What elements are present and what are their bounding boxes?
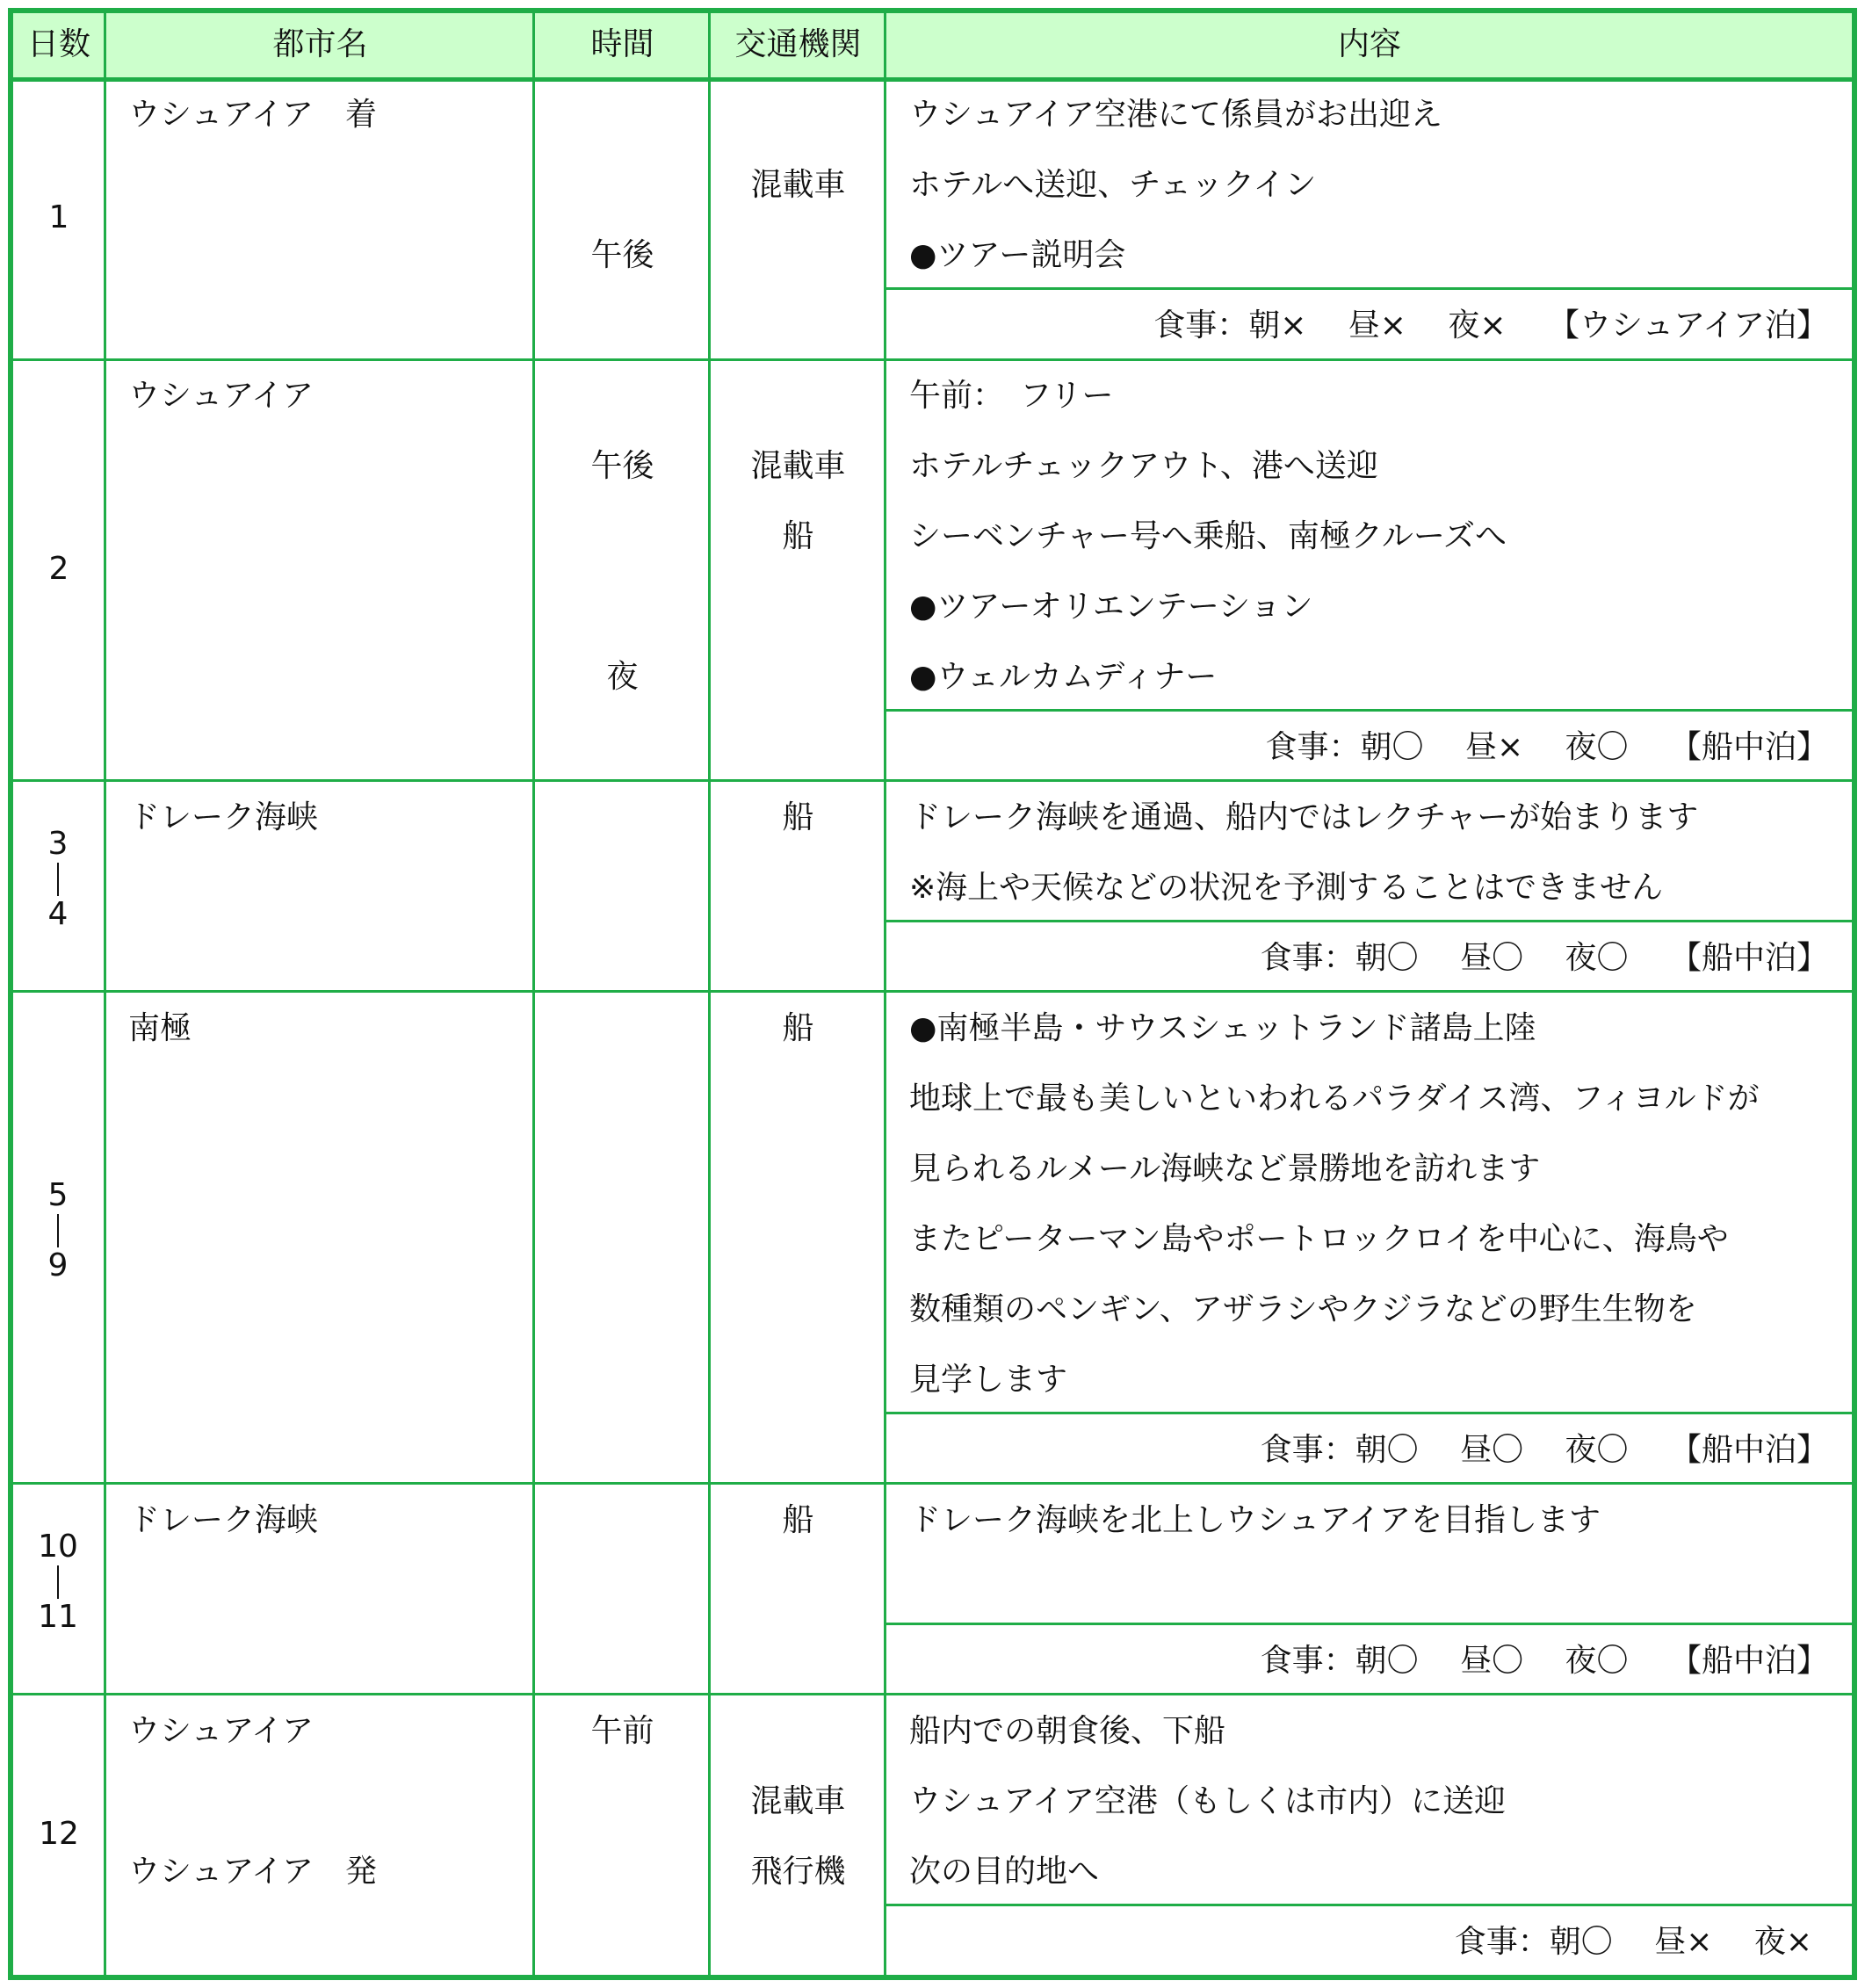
day-range-end: 11 (38, 1599, 78, 1635)
content-line: 次の目的地へ (909, 1854, 1100, 1890)
header-city: 都市名 (272, 26, 368, 62)
day-range-start: 3 (47, 826, 69, 862)
day-range-start: 5 (47, 1177, 69, 1213)
day-cell: 2 (48, 551, 69, 587)
content-line: ドレーク海峡を北上しウシュアイアを目指します (909, 1502, 1601, 1538)
day-range-start: 10 (38, 1529, 78, 1565)
content-line: 船内での朝食後、下船 (909, 1713, 1226, 1749)
content-line: ドレーク海峡を通過、船内ではレクチャーが始まります (909, 799, 1699, 835)
content-line: ●ツアー説明会 (909, 237, 1126, 273)
meals-info: 食事：朝〇 昼〇 夜〇 【船中泊】 (1260, 940, 1828, 976)
day-cell: 1 (48, 199, 69, 235)
city-cell: ウシュアイア 発 (128, 1854, 377, 1890)
header-content: 内容 (1337, 26, 1401, 62)
meals-info: 食事：朝〇 昼〇 夜〇 【船中泊】 (1260, 1432, 1828, 1468)
transport-cell: 船 (782, 1010, 814, 1046)
content-line: 地球上で最も美しいといわれるパラダイス湾、フィヨルドが (909, 1081, 1760, 1117)
time-cell: 午後 (590, 237, 654, 273)
table-border (8, 8, 1857, 1980)
meals-info: 食事：朝〇 昼× 夜× (1454, 1924, 1812, 1960)
transport-cell: 船 (782, 518, 814, 554)
transport-cell: 混載車 (750, 167, 846, 203)
header-time: 時間 (590, 26, 654, 62)
content-line: シーベンチャー号へ乗船、南極クルーズへ (909, 518, 1507, 554)
meals-info: 食事：朝× 昼× 夜× 【ウシュアイア泊】 (1153, 307, 1828, 343)
header-day: 日数 (26, 26, 90, 62)
content-line: ※海上や天候などの状況を予測することはできません (909, 870, 1664, 906)
transport-cell: 船 (782, 1502, 814, 1538)
content-line: 見学します (909, 1362, 1068, 1398)
content-line: ウシュアイア空港にて係員がお出迎え (909, 97, 1442, 133)
time-cell: 午前 (590, 1713, 654, 1749)
city-cell: ウシュアイア (128, 378, 314, 414)
content-line: ホテルチェックアウト、港へ送迎 (909, 448, 1378, 484)
day-cell: 12 (39, 1816, 79, 1852)
time-cell: 夜 (606, 659, 639, 695)
content-line: ●ウェルカムディナー (909, 659, 1218, 695)
content-line: またピーターマン島やポートロックロイを中心に、海鳥や (909, 1221, 1729, 1257)
city-cell: 南極 (128, 1010, 192, 1046)
city-cell: ドレーク海峡 (128, 1502, 319, 1538)
content-line: ●ツアーオリエンテーション (909, 589, 1313, 625)
content-line: 数種類のペンギン、アザラシやクジラなどの野生生物を (909, 1291, 1697, 1327)
transport-cell: 飛行機 (750, 1854, 846, 1890)
day-range-end: 4 (47, 896, 69, 932)
transport-cell: 混載車 (750, 448, 846, 484)
content-line: ウシュアイア空港（もしくは市内）に送迎 (909, 1783, 1506, 1819)
content-line: ●南極半島・サウスシェットランド諸島上陸 (909, 1010, 1536, 1046)
time-cell: 午後 (590, 448, 654, 484)
city-cell: ウシュアイア (128, 1713, 314, 1749)
transport-cell: 混載車 (750, 1783, 846, 1819)
meals-info: 食事：朝〇 昼〇 夜〇 【船中泊】 (1260, 1643, 1828, 1679)
city-cell: ドレーク海峡 (128, 799, 319, 835)
header-transport: 交通機関 (734, 26, 862, 62)
meals-info: 食事：朝〇 昼× 夜〇 【船中泊】 (1265, 729, 1828, 765)
content-line: ホテルへ送迎、チェックイン (909, 167, 1317, 203)
day-range-end: 9 (47, 1247, 69, 1283)
content-line: 見られるルメール海峡など景勝地を訪れます (909, 1151, 1541, 1187)
content-line: 午前： フリー (909, 378, 1114, 414)
transport-cell: 船 (782, 799, 814, 835)
city-cell: ウシュアイア 着 (128, 97, 377, 133)
